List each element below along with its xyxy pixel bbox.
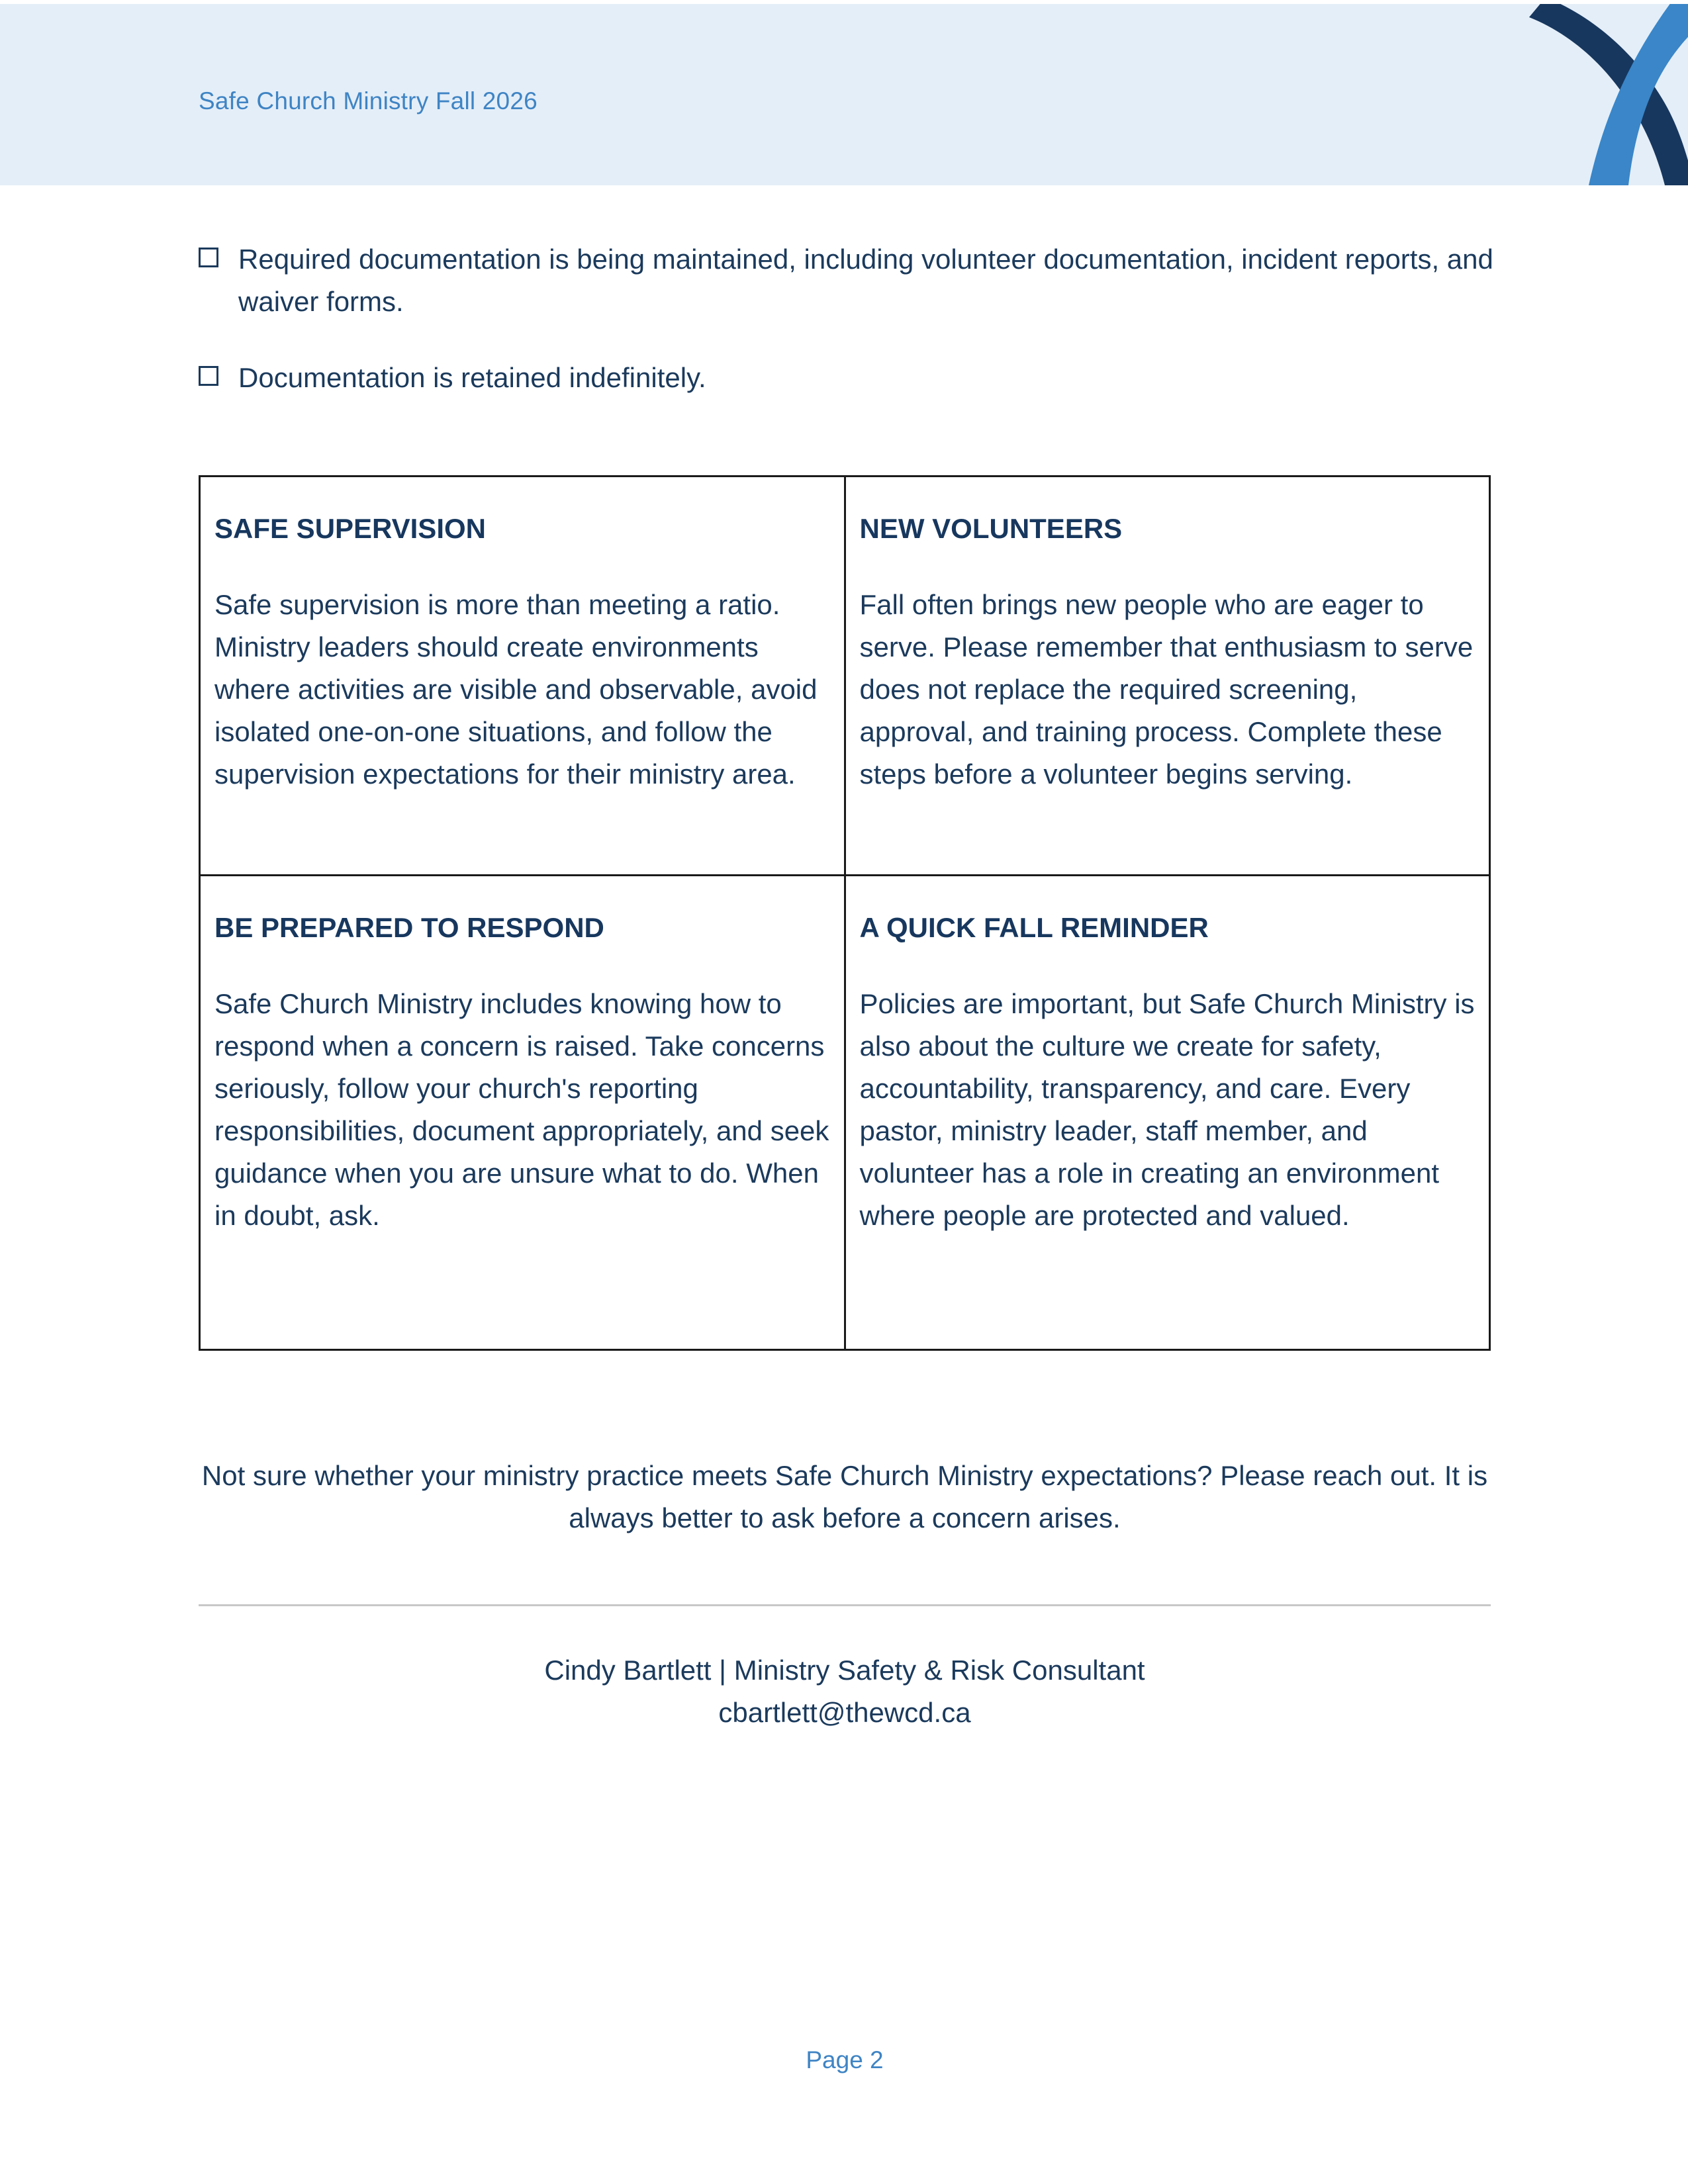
section-heading: BE PREPARED TO RESPOND <box>214 912 604 943</box>
divider <box>199 1604 1491 1606</box>
section-new-volunteers <box>845 477 1490 876</box>
section-heading: A QUICK FALL REMINDER <box>859 912 1209 943</box>
contact-name: Cindy Bartlett | Ministry Safety & Risk Consultant <box>544 1655 1145 1686</box>
checklist-item-text: Documentation is retained indefinitely. <box>238 362 706 393</box>
section-heading: SAFE SUPERVISION <box>214 513 486 544</box>
section-quick-fall-reminder <box>845 876 1490 1350</box>
section-be-prepared-to-respond <box>200 876 845 1350</box>
section-heading: NEW VOLUNTEERS <box>859 513 1123 544</box>
checklist-item <box>199 357 1496 399</box>
contact-block <box>199 1649 1491 1734</box>
checklist <box>199 238 1496 433</box>
section-body: Safe supervision is more than meeting a ratio. Ministry leaders should create environments where activities are visible and observable, avoid isolated one-on-one situations, and follow the supervision expectations for their ministry area. <box>214 589 818 790</box>
page-number: Page 2 <box>806 2046 884 2073</box>
info-grid-row <box>200 876 1490 1350</box>
checkbox[interactable] <box>199 248 218 267</box>
closing-note: Not sure whether your ministry practice meets Safe Church Ministry expectations? Please reach out. It is always better to ask before a concern arises. <box>201 1460 1488 1533</box>
checklist-item-text: Required documentation is being maintained, including volunteer documentation, incident reports, and waiver forms. <box>238 244 1493 317</box>
header-arc-graphic <box>1436 4 1688 185</box>
section-body: Safe Church Ministry includes knowing how to respond when a concern is raised. Take concerns seriously, follow your church's reporting responsibilities, document appropriately, and seek guidance when you are unsure what to do. When in doubt, ask. <box>214 988 829 1231</box>
info-grid <box>199 475 1491 1351</box>
contact-email[interactable]: cbartlett@thewcd.ca <box>718 1697 971 1728</box>
section-body: Fall often brings new people who are eager to serve. Please remember that enthusiasm to serve does not replace the required screening, approval, and training process. Complete these steps before a volunteer begins serving. <box>859 589 1474 790</box>
info-grid-row <box>200 477 1490 876</box>
section-safe-supervision <box>200 477 845 876</box>
section-body: Policies are important, but Safe Church Ministry is also about the culture we create for safety, accountability, transparency, and care. Every pastor, ministry leader, staff member, and volunteer has a role in creating an environment where people are protected and valued. <box>859 988 1475 1231</box>
header-title: Safe Church Ministry Fall 2026 <box>199 87 538 114</box>
checkbox[interactable] <box>199 366 218 386</box>
header-band <box>0 4 1688 185</box>
checklist-item <box>199 238 1496 323</box>
